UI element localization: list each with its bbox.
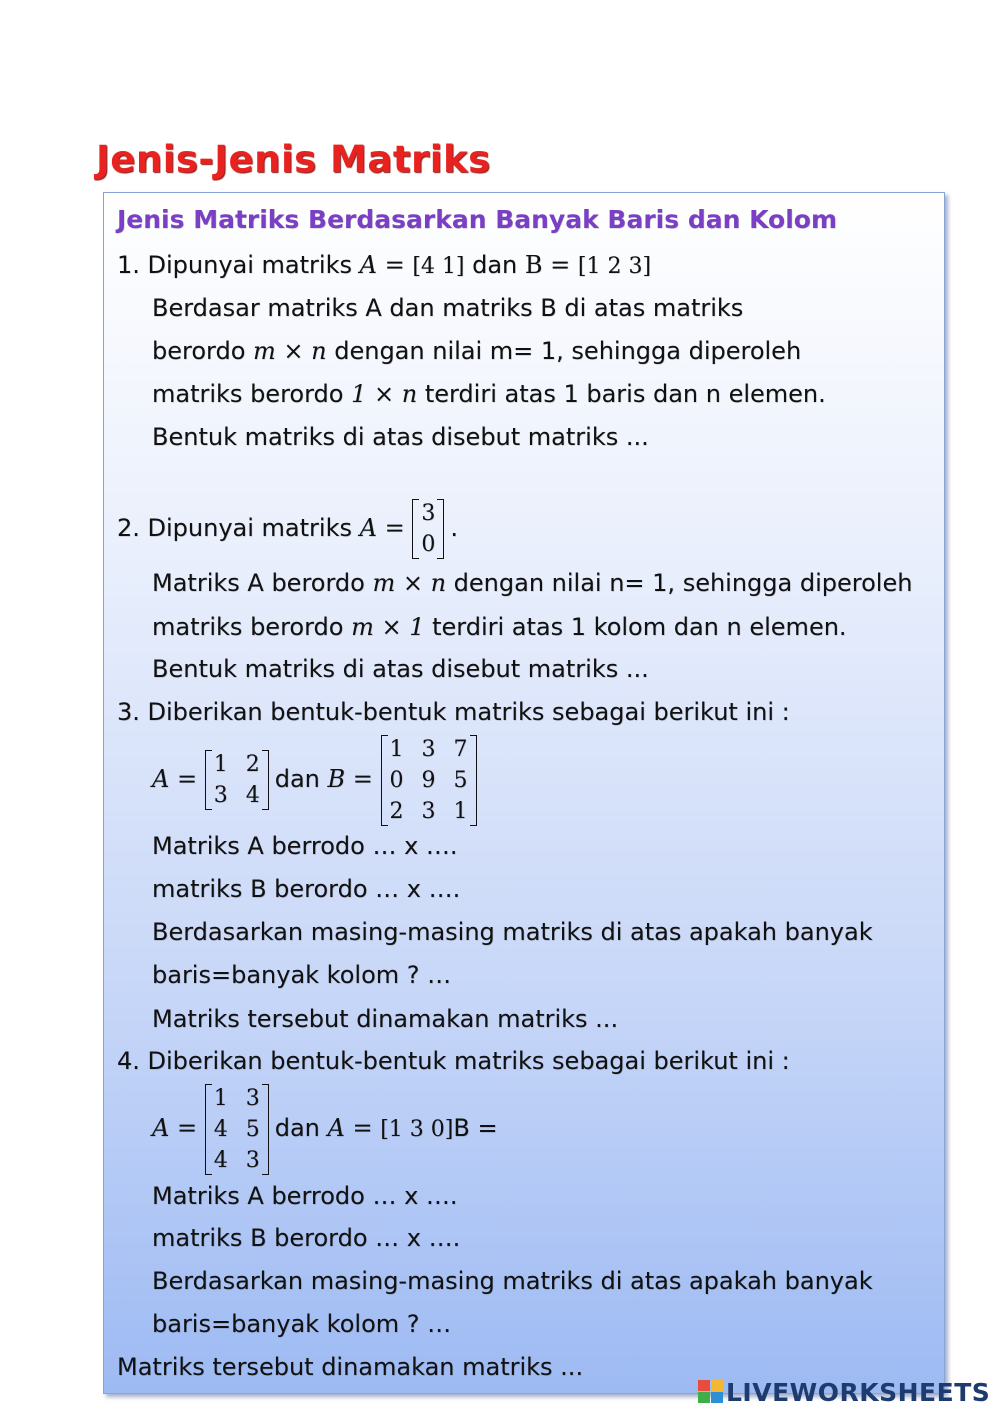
q3-matrix-b-cell: 2 <box>389 798 404 824</box>
q3-matrix-b-cell: 1 <box>389 736 404 762</box>
q4-matrix-a-label: A = <box>152 1114 205 1142</box>
q2-line-3-a: matriks berordo <box>152 613 344 641</box>
q4-line-1: 4. Diberikan bentuk-bentuk matriks sebagai berikut ini : <box>117 1047 790 1075</box>
q1-intro: 1. Dipunyai matriks <box>117 251 352 279</box>
q3-line-5: Berdasarkan masing-masing matriks di atas apakah banyak <box>152 918 873 946</box>
q2-order-m1: m × 1 <box>343 613 433 641</box>
q1-line-1 <box>117 250 651 282</box>
q1-line-3-b: dengan nilai m= 1, sehingga diperoleh <box>334 337 802 365</box>
q2-order-mn: m × n <box>364 569 454 597</box>
watermark <box>698 1378 990 1407</box>
q4-matrix-a-row <box>205 1114 269 1145</box>
q4-dan: dan <box>274 1114 320 1142</box>
q2-matrix-a-label: A = <box>359 514 413 542</box>
q1-order-mn: m × n <box>245 337 335 365</box>
q1-line-3 <box>152 336 801 366</box>
q4-line-7: Matriks tersebut dinamakan matriks ... <box>117 1353 584 1381</box>
q4-matrix-row: [1 3 0] <box>380 1117 454 1142</box>
q2-line-2-b: dengan nilai n= 1, sehingga diperoleh <box>453 569 913 597</box>
q2-intro: 2. Dipunyai matriks <box>117 514 352 542</box>
q2-period: . <box>450 514 458 542</box>
q3-matrix-a-cell: 3 <box>213 783 228 808</box>
q2-line-3-b: terdiri atas 1 kolom dan n elemen. <box>432 613 847 641</box>
q1-line-4 <box>152 379 826 409</box>
q1-matrix-b-label: B = <box>524 251 578 279</box>
q4-line-6: baris=banyak kolom ? … <box>152 1310 452 1338</box>
q3-matrix-b-label: B = <box>327 765 381 793</box>
q1-order-1n: 1 × n <box>343 380 425 408</box>
q4-matrix-a-row <box>205 1083 269 1114</box>
q1-line-4-b: terdiri atas 1 baris dan n elemen. <box>424 380 826 408</box>
q3-matrix-b <box>381 734 477 827</box>
q4-matrix-a-cell: 4 <box>213 1116 228 1142</box>
q2-matrix-a-cell: 3 <box>421 501 436 526</box>
q3-matrix-a-cell: 4 <box>245 783 260 808</box>
q3-line-6: baris=banyak kolom ? … <box>152 961 452 989</box>
q2-matrix-a-cell: 0 <box>421 532 436 557</box>
q2-line-4: Bentuk matriks di atas disebut matriks ... <box>152 655 649 683</box>
q1-dan: dan <box>464 251 525 279</box>
q1-line-5: Bentuk matriks di atas disebut matriks ... <box>152 423 649 451</box>
q2-matrix-a <box>412 498 444 560</box>
q1-line-3-a: berordo <box>152 337 246 365</box>
q3-matrix-b-row <box>381 796 477 827</box>
q3-matrix-a <box>205 749 269 811</box>
q4-matrix-a-cell: 1 <box>213 1085 228 1111</box>
q3-line-1: 3. Diberikan bentuk-bentuk matriks sebagai berikut ini : <box>117 698 790 726</box>
q3-matrix-b-cell: 5 <box>453 767 468 793</box>
q4-matrix-a-cell: 5 <box>245 1116 260 1142</box>
q2-line-1 <box>117 498 458 560</box>
q1-line-4-a: matriks berordo <box>152 380 344 408</box>
q4-matrix-a-cell: 3 <box>245 1085 260 1111</box>
q3-matrix-b-row <box>381 734 477 765</box>
q3-line-7: Matriks tersebut dinamakan matriks ... <box>152 1005 619 1033</box>
q3-matrix-b-cell: 3 <box>421 736 436 762</box>
q3-matrix-b-cell: 7 <box>453 736 468 762</box>
q4-matrix-a-cell: 4 <box>213 1147 228 1173</box>
q1-matrix-b: [1 2 3] <box>577 254 652 279</box>
q4-b-tail: B = <box>453 1114 498 1142</box>
q3-matrix-b-cell: 9 <box>421 767 436 793</box>
q4-line-4: matriks B berordo … x …. <box>152 1224 461 1252</box>
q4-matrix-a2-label: A = <box>327 1114 381 1142</box>
q3-line-3: Matriks A berrodo … x …. <box>152 832 458 860</box>
q4-matrix-a-row <box>205 1145 269 1176</box>
section-subtitle: Jenis Matriks Berdasarkan Banyak Baris dan Kolom <box>117 205 837 234</box>
q3-matrices <box>152 733 483 827</box>
q3-matrix-a-cell: 2 <box>245 752 260 777</box>
q3-matrix-a-row <box>205 749 269 780</box>
q1-matrix-a-label: A = <box>359 251 413 279</box>
q4-matrix-a-cell: 3 <box>245 1147 260 1173</box>
q4-line-3: Matriks A berrodo … x …. <box>152 1182 458 1210</box>
q2-matrix-a-row <box>412 498 444 529</box>
q4-matrix-a <box>205 1083 269 1176</box>
watermark-text: LIVEWORKSHEETS <box>726 1378 991 1407</box>
q3-matrix-b-cell: 3 <box>421 798 436 824</box>
q3-matrix-a-label: A = <box>152 765 205 793</box>
q3-line-4: matriks B berordo … x …. <box>152 875 461 903</box>
q2-line-3 <box>152 612 847 642</box>
q4-line-5: Berdasarkan masing-masing matriks di atas apakah banyak <box>152 1267 873 1295</box>
q2-matrix-a-row <box>412 529 444 560</box>
q1-line-2: Berdasar matriks A dan matriks B di atas matriks <box>152 294 744 322</box>
q4-matrices <box>152 1082 498 1176</box>
q3-matrix-a-row <box>205 780 269 811</box>
q2-line-2 <box>152 568 912 598</box>
q2-line-2-a: Matriks A berordo <box>152 569 365 597</box>
liveworksheets-logo-icon <box>698 1380 724 1404</box>
q3-matrix-b-row <box>381 765 477 796</box>
q3-dan: dan <box>274 765 320 793</box>
q1-matrix-a: [4 1] <box>412 254 465 279</box>
page-title: Jenis-Jenis Matriks <box>96 138 491 181</box>
q3-matrix-b-cell: 1 <box>453 798 468 824</box>
q3-matrix-a-cell: 1 <box>213 752 228 777</box>
q3-matrix-b-cell: 0 <box>389 767 404 793</box>
